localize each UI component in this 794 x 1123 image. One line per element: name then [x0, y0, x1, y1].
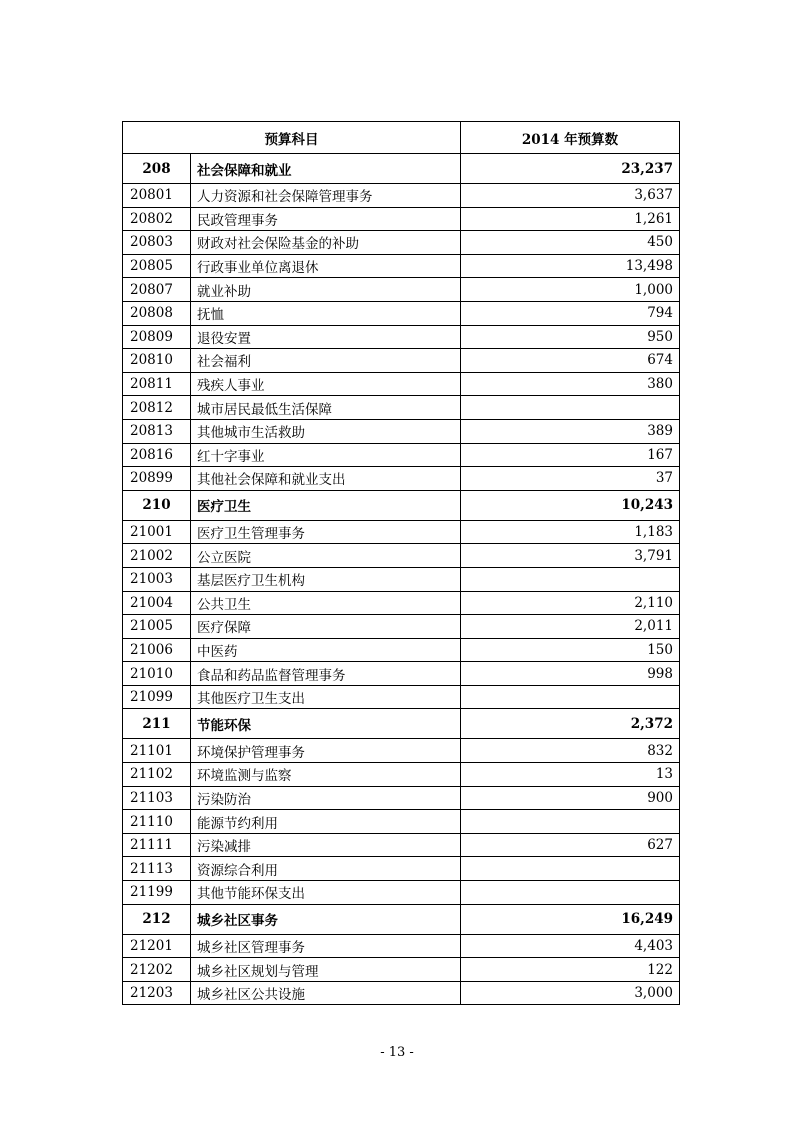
item-name: 中医药	[191, 638, 461, 662]
item-code: 20802	[123, 207, 191, 231]
item-name: 其他节能环保支出	[191, 881, 461, 905]
item-amount: 380	[461, 372, 680, 396]
item-name: 城乡社区规划与管理	[191, 958, 461, 982]
item-amount: 2,011	[461, 615, 680, 639]
item-name: 环境监测与监察	[191, 763, 461, 787]
table-row	[123, 396, 680, 420]
item-code: 20803	[123, 231, 191, 255]
item-name: 残疾人事业	[191, 372, 461, 396]
category-amount: 23,237	[461, 154, 680, 184]
item-amount: 3,637	[461, 184, 680, 208]
item-amount: 794	[461, 301, 680, 325]
table-row	[123, 231, 680, 255]
subject-column-header: 预算科目	[123, 122, 461, 154]
table-row	[123, 958, 680, 982]
item-amount: 950	[461, 325, 680, 349]
item-code: 21003	[123, 567, 191, 591]
item-amount	[461, 881, 680, 905]
table-row	[123, 278, 680, 302]
category-name: 节能环保	[191, 709, 461, 739]
item-name: 环境保护管理事务	[191, 739, 461, 763]
item-name: 就业补助	[191, 278, 461, 302]
item-amount	[461, 810, 680, 834]
item-code: 21006	[123, 638, 191, 662]
item-code: 20813	[123, 419, 191, 443]
item-name: 能源节约利用	[191, 810, 461, 834]
item-name: 食品和药品监督管理事务	[191, 662, 461, 686]
item-amount: 998	[461, 662, 680, 686]
item-amount	[461, 857, 680, 881]
item-code: 20816	[123, 443, 191, 467]
category-row	[123, 490, 680, 520]
item-code: 20811	[123, 372, 191, 396]
item-amount: 3,000	[461, 981, 680, 1005]
item-code: 21113	[123, 857, 191, 881]
item-name: 抚恤	[191, 301, 461, 325]
table-row	[123, 786, 680, 810]
category-row	[123, 904, 680, 934]
category-amount: 10,243	[461, 490, 680, 520]
category-code: 208	[123, 154, 191, 184]
table-row	[123, 372, 680, 396]
item-code: 21005	[123, 615, 191, 639]
table-row	[123, 685, 680, 709]
item-amount: 674	[461, 349, 680, 373]
table-row	[123, 615, 680, 639]
item-name: 资源综合利用	[191, 857, 461, 881]
item-amount: 2,110	[461, 591, 680, 615]
table-row	[123, 467, 680, 491]
category-code: 212	[123, 904, 191, 934]
item-name: 社会福利	[191, 349, 461, 373]
item-code: 21001	[123, 520, 191, 544]
table-row	[123, 419, 680, 443]
item-amount: 150	[461, 638, 680, 662]
item-name: 公立医院	[191, 544, 461, 568]
item-code: 20805	[123, 254, 191, 278]
item-amount: 900	[461, 786, 680, 810]
table-row	[123, 638, 680, 662]
page-number: - 13 -	[380, 1045, 414, 1060]
table-row	[123, 207, 680, 231]
table-row	[123, 934, 680, 958]
item-code: 21203	[123, 981, 191, 1005]
category-name: 医疗卫生	[191, 490, 461, 520]
item-name: 其他社会保障和就业支出	[191, 467, 461, 491]
category-row	[123, 709, 680, 739]
item-amount: 1,000	[461, 278, 680, 302]
item-name: 红十字事业	[191, 443, 461, 467]
item-name: 其他城市生活救助	[191, 419, 461, 443]
item-name: 行政事业单位离退休	[191, 254, 461, 278]
item-name: 财政对社会保险基金的补助	[191, 231, 461, 255]
item-name: 城乡社区公共设施	[191, 981, 461, 1005]
item-name: 医疗保障	[191, 615, 461, 639]
item-name: 基层医疗卫生机构	[191, 567, 461, 591]
table-row	[123, 349, 680, 373]
table-row	[123, 739, 680, 763]
table-row	[123, 544, 680, 568]
item-name: 民政管理事务	[191, 207, 461, 231]
item-amount: 13	[461, 763, 680, 787]
item-name: 其他医疗卫生支出	[191, 685, 461, 709]
item-name: 退役安置	[191, 325, 461, 349]
category-amount: 2,372	[461, 709, 680, 739]
item-name: 人力资源和社会保障管理事务	[191, 184, 461, 208]
item-amount: 627	[461, 833, 680, 857]
table-header-row	[123, 122, 680, 154]
table-row	[123, 833, 680, 857]
item-name: 污染防治	[191, 786, 461, 810]
item-code: 21010	[123, 662, 191, 686]
item-name: 城市居民最低生活保障	[191, 396, 461, 420]
table-row	[123, 810, 680, 834]
amount-column-header: 2014 年预算数	[461, 122, 680, 154]
table-row	[123, 857, 680, 881]
item-code: 21201	[123, 934, 191, 958]
table-row	[123, 325, 680, 349]
item-amount: 122	[461, 958, 680, 982]
item-code: 20801	[123, 184, 191, 208]
item-amount: 13,498	[461, 254, 680, 278]
category-code: 210	[123, 490, 191, 520]
category-row	[123, 154, 680, 184]
category-code: 211	[123, 709, 191, 739]
table-row	[123, 184, 680, 208]
item-code: 20812	[123, 396, 191, 420]
item-code: 21110	[123, 810, 191, 834]
table-row	[123, 443, 680, 467]
table-row	[123, 567, 680, 591]
item-code: 21199	[123, 881, 191, 905]
item-code: 21002	[123, 544, 191, 568]
item-amount: 4,403	[461, 934, 680, 958]
item-amount: 37	[461, 467, 680, 491]
item-code: 21099	[123, 685, 191, 709]
item-name: 污染减排	[191, 833, 461, 857]
budget-table	[122, 121, 680, 1005]
table-row	[123, 591, 680, 615]
item-code: 21004	[123, 591, 191, 615]
item-name: 城乡社区管理事务	[191, 934, 461, 958]
category-name: 社会保障和就业	[191, 154, 461, 184]
item-amount	[461, 396, 680, 420]
item-code: 21202	[123, 958, 191, 982]
item-code: 21102	[123, 763, 191, 787]
category-name: 城乡社区事务	[191, 904, 461, 934]
item-name: 公共卫生	[191, 591, 461, 615]
item-code: 21111	[123, 833, 191, 857]
item-code: 21103	[123, 786, 191, 810]
item-code: 20808	[123, 301, 191, 325]
item-amount: 1,183	[461, 520, 680, 544]
table-row	[123, 981, 680, 1005]
item-amount: 3,791	[461, 544, 680, 568]
item-amount	[461, 567, 680, 591]
table-row	[123, 763, 680, 787]
item-amount: 389	[461, 419, 680, 443]
table-row	[123, 520, 680, 544]
item-code: 20899	[123, 467, 191, 491]
table-row	[123, 881, 680, 905]
category-amount: 16,249	[461, 904, 680, 934]
item-code: 20810	[123, 349, 191, 373]
item-amount: 1,261	[461, 207, 680, 231]
item-code: 20809	[123, 325, 191, 349]
item-code: 20807	[123, 278, 191, 302]
item-amount: 450	[461, 231, 680, 255]
item-name: 医疗卫生管理事务	[191, 520, 461, 544]
table-row	[123, 254, 680, 278]
item-amount: 832	[461, 739, 680, 763]
budget-table-body	[123, 154, 680, 1005]
table-row	[123, 662, 680, 686]
item-code: 21101	[123, 739, 191, 763]
item-amount	[461, 685, 680, 709]
table-row	[123, 301, 680, 325]
item-amount: 167	[461, 443, 680, 467]
